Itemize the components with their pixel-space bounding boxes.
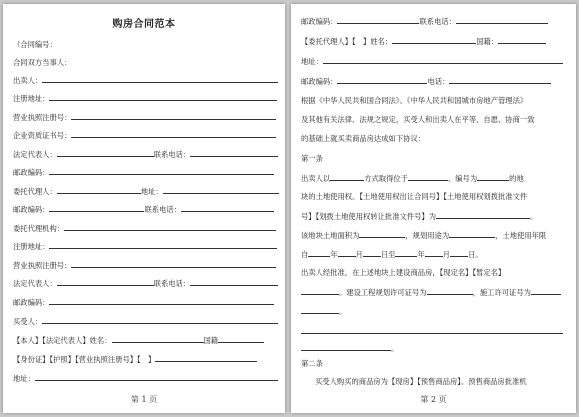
postcode-field-2: 邮政编码： 联系电话： bbox=[13, 204, 285, 215]
contract-page-1 bbox=[3, 4, 285, 413]
start-day-blank[interactable] bbox=[363, 249, 381, 257]
reg-address-blank[interactable] bbox=[49, 93, 277, 101]
buyer-field: 买受人： bbox=[13, 316, 285, 327]
article-2-heading: 第二条 bbox=[301, 359, 323, 368]
r-postcode-blank[interactable] bbox=[337, 16, 419, 24]
license-blank-2[interactable] bbox=[71, 260, 276, 268]
postcode-field-1: 邮政编码： bbox=[13, 167, 285, 178]
postcode-field-3: 邮政编码： bbox=[13, 297, 285, 308]
seller-blank[interactable] bbox=[42, 75, 278, 83]
reg-address-field-2: 注册地址： bbox=[13, 241, 285, 252]
legal-rep-blank-2[interactable] bbox=[57, 278, 154, 286]
r-postcode-blank-2[interactable] bbox=[337, 76, 427, 84]
article-1-line-10: 。 bbox=[301, 343, 576, 354]
end-year-blank[interactable] bbox=[395, 249, 417, 257]
postcode-blank-2[interactable] bbox=[49, 204, 144, 212]
legal-rep-phone-blank[interactable] bbox=[190, 149, 278, 157]
start-month-blank[interactable] bbox=[338, 249, 356, 257]
location-blank[interactable] bbox=[408, 173, 448, 181]
building-name-blank[interactable] bbox=[301, 287, 339, 295]
end-month-blank[interactable] bbox=[425, 249, 443, 257]
r-nationality-blank[interactable] bbox=[498, 36, 546, 44]
construction-permit-blank-2[interactable] bbox=[301, 306, 339, 314]
license-field-2: 营业执照注册号： bbox=[13, 260, 285, 271]
buyer-id-blank[interactable] bbox=[155, 354, 257, 362]
agency-field: 委托代理机构： bbox=[13, 223, 285, 234]
buyer-nationality-blank[interactable] bbox=[218, 335, 264, 343]
buyer-id-field: 【身份证】【护照】【营业执照注册号】【 】 bbox=[13, 354, 285, 365]
article-1-line-7: 。建设工程规划许可证号为 ，施工许可证号为 bbox=[301, 287, 576, 298]
approval-number-blank[interactable] bbox=[436, 211, 530, 219]
r-agent-field: 【委托代理人】【 】姓名： 国籍： bbox=[301, 36, 576, 47]
supplement-blank-1[interactable] bbox=[301, 326, 563, 334]
contract-number-label: （合同编号： bbox=[13, 40, 57, 49]
buyer-address-blank[interactable] bbox=[35, 373, 278, 381]
buyer-address-field: 地址： bbox=[13, 373, 285, 384]
start-year-blank[interactable] bbox=[308, 249, 330, 257]
postcode-blank-1[interactable] bbox=[49, 167, 274, 175]
article-1-line-3: 号】【划拨土地使用权转让批准文件号】为 。 bbox=[301, 212, 538, 221]
article-1-heading: 第一条 bbox=[301, 154, 323, 163]
license-field: 营业执照注册号： bbox=[13, 112, 285, 123]
article-1-line-2: 块的土地使用权。【土地使用权出让合同号】【土地使用权划拨批准文件 bbox=[301, 192, 528, 201]
planning-permit-blank[interactable] bbox=[427, 287, 473, 295]
article-1-line-9 bbox=[301, 326, 576, 337]
r-phone-blank[interactable] bbox=[456, 16, 548, 24]
land-area-blank[interactable] bbox=[359, 230, 405, 238]
supplement-blank-2[interactable] bbox=[301, 343, 391, 351]
article-2-line-1: 买受人购买的商品房为【现房】【预售商品房】。预售商品房批准机 bbox=[315, 377, 527, 386]
acquire-method-blank[interactable] bbox=[330, 173, 364, 181]
agent-address-blank[interactable] bbox=[163, 186, 279, 194]
r-address-blank[interactable] bbox=[323, 56, 563, 64]
preamble-line-2: 及其他有关法律、法规之规定，买受人和出卖人在平等、自愿、协商一致 bbox=[301, 115, 535, 124]
article-1-line-1: 出卖人以 方式取得位于 、编号为 的地 bbox=[301, 174, 524, 183]
legal-rep-blank[interactable] bbox=[57, 149, 154, 157]
preamble-line-3: 的基础上就买卖商品房达成如下协议： bbox=[301, 134, 426, 143]
page-number-2: 第 2 页 bbox=[420, 395, 447, 404]
parties-heading: 合同双方当事人： bbox=[13, 58, 72, 67]
legal-rep-field: 法定代表人： 联系电话： bbox=[13, 149, 285, 160]
page-number-1: 第 1 页 bbox=[130, 395, 158, 404]
legal-rep-field-2: 法定代表人： 联系电话： bbox=[13, 278, 285, 289]
article-1-line-4: 该地块土地面积为 ，规划用途为 ，土地使用年限 bbox=[301, 231, 547, 240]
article-1-line-5: 自 年 月 日至 年 月 日。 bbox=[301, 250, 483, 259]
agency-blank[interactable] bbox=[64, 223, 276, 231]
r-postcode-phone-field-2: 邮政编码： 电话： bbox=[301, 76, 576, 87]
r-agent-blank[interactable] bbox=[392, 36, 476, 44]
agent-field: 委托代理人： 地址： bbox=[13, 186, 285, 197]
construction-permit-blank[interactable] bbox=[531, 287, 561, 295]
land-use-blank[interactable] bbox=[449, 230, 495, 238]
document-title: 购房合同范本 bbox=[112, 19, 176, 30]
plot-number-blank[interactable] bbox=[477, 173, 509, 181]
r-postcode-phone-field: 邮政编码： 联系电话： bbox=[301, 16, 576, 27]
postcode-blank-3[interactable] bbox=[49, 297, 274, 305]
article-1-line-6: 出卖人经批准，在上述地块上建设商品房，【现定名】【暂定名】 bbox=[301, 268, 506, 277]
r-phone-blank-2[interactable] bbox=[449, 76, 551, 84]
qualification-field: 企业资质证书号： bbox=[13, 130, 285, 141]
reg-address-field: 注册地址： bbox=[13, 93, 285, 104]
buyer-name-field: 【本人】【法定代表人】姓名： 国籍 bbox=[13, 335, 285, 346]
qualification-blank[interactable] bbox=[71, 130, 276, 138]
license-blank[interactable] bbox=[71, 112, 276, 120]
seller-field: 出卖人： bbox=[13, 75, 285, 86]
agent-blank[interactable] bbox=[57, 186, 141, 194]
r-address-field: 地址： bbox=[301, 56, 576, 67]
article-1-line-8: 。 bbox=[301, 306, 576, 317]
phone-blank-2[interactable] bbox=[181, 204, 274, 212]
contract-number-line bbox=[13, 40, 285, 50]
end-day-blank[interactable] bbox=[450, 249, 468, 257]
reg-address-blank-2[interactable] bbox=[49, 241, 277, 249]
buyer-name-blank[interactable] bbox=[112, 335, 204, 343]
buyer-blank[interactable] bbox=[42, 316, 278, 324]
contract-page-2 bbox=[291, 4, 576, 413]
legal-rep-phone-blank-2[interactable] bbox=[190, 278, 278, 286]
preamble-line-1: 根据《中华人民共和国合同法》、《中华人民共和国城市房地产管理法》 bbox=[301, 96, 528, 105]
